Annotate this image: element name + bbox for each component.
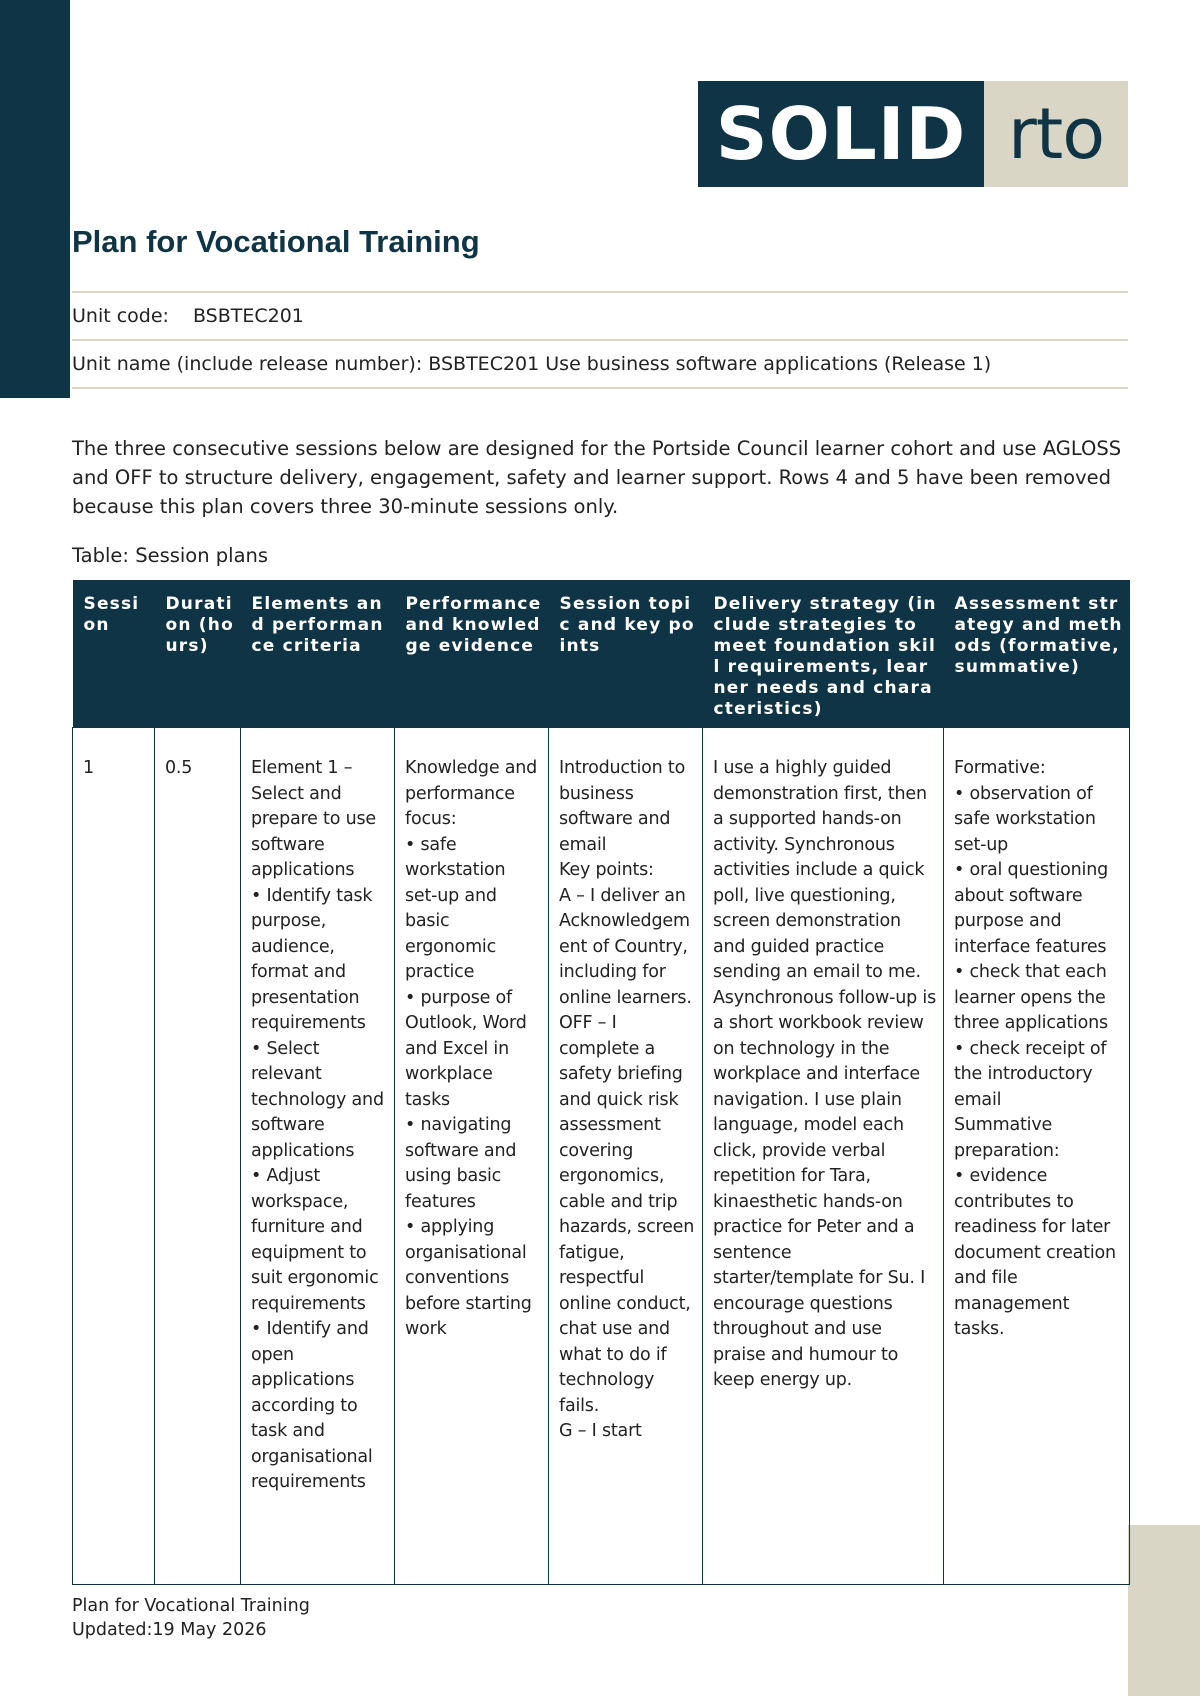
header-topic: Session topic and key points <box>549 580 703 728</box>
topic-line: Introduction to business software and email <box>559 758 686 855</box>
evidence-line: • navigating software and using basic features <box>405 1115 517 1212</box>
cell-evidence <box>395 728 549 1585</box>
session-plans-table <box>72 580 1130 1585</box>
topic-line: OFF – I complete a safety briefing and quick risk assessment covering ergonomics, cable and trip hazards, screen fatigue, respectful online conduct, chat use and what to do if technology fails. <box>559 1013 695 1416</box>
assessment-line: • check that each learner opens the three applications <box>954 962 1108 1033</box>
unit-code-value: BSBTEC201 <box>192 305 304 327</box>
unit-name-label: Unit name (include release number): <box>72 353 423 375</box>
table-header-row <box>73 580 1130 728</box>
divider <box>72 291 1128 293</box>
header-duration: Duration (hours) <box>155 580 241 728</box>
cell-elements <box>241 728 395 1585</box>
cell-topic <box>549 728 703 1585</box>
intro-paragraph: The three consecutive sessions below are designed for the Portside Council learner cohort and use AGLOSS and OFF to structure delivery, engagement, safety and learner support. Rows 4 and 5 have been removed because this plan covers three 30-minute sessions only. <box>72 437 1122 518</box>
elements-line: • Adjust workspace, furniture and equipment to suit ergonomic requirements <box>251 1166 379 1314</box>
elements-line: • Select relevant technology and software applications <box>251 1038 384 1161</box>
left-accent-bar <box>0 0 70 398</box>
topic-line: G – I start <box>559 1421 642 1441</box>
assessment-line: Formative: <box>954 758 1046 778</box>
solidrto-logo <box>698 81 1128 187</box>
table-row <box>73 728 1130 1585</box>
assessment-line: • check receipt of the introductory email <box>954 1038 1107 1110</box>
logo-rto-text: rto <box>984 81 1128 187</box>
unit-name-line <box>72 353 991 375</box>
evidence-line: • purpose of Outlook, Word and Excel in workplace tasks <box>405 987 527 1110</box>
divider <box>72 387 1128 389</box>
assessment-line: • evidence contributes to readiness for later document creation and file management tasks. <box>954 1166 1116 1339</box>
footer-updated-date: 19 May 2026 <box>152 1620 267 1640</box>
header-delivery: Delivery strategy (include strategies to meet foundation skill requirements, learner needs and characteristics) <box>703 580 944 728</box>
footer-title: Plan for Vocational Training <box>72 1596 310 1616</box>
elements-line: • Identify and open applications according to task and organisational requirements <box>251 1319 373 1492</box>
elements-line: Element 1 – Select and prepare to use software applications <box>251 758 376 880</box>
divider <box>72 339 1128 341</box>
header-session: Session <box>73 580 155 728</box>
cell-assessment <box>944 728 1130 1585</box>
header-evidence: Performance and knowledge evidence <box>395 580 549 728</box>
topic-line: A – I deliver an Acknowledgement of Country, including for online learners. <box>559 885 692 1008</box>
cell-duration: 0.5 <box>155 728 241 1585</box>
evidence-line: • applying organisational conventions before starting work <box>405 1217 532 1339</box>
unit-code-label: Unit code: <box>72 305 169 327</box>
topic-line: Key points: <box>559 860 654 880</box>
page-footer <box>72 1594 310 1642</box>
elements-line: • Identify task purpose, audience, format and presentation requirements <box>251 885 373 1033</box>
logo-solid-text: SOLID <box>698 81 984 187</box>
evidence-line: Knowledge and performance focus: <box>405 758 538 829</box>
footer-updated <box>72 1618 310 1642</box>
cell-delivery: I use a highly guided demonstration first, then a supported hands-on activity. Synchronous activities include a quick poll, live questioning, screen demonstration and guided practice sending an email to me. Asynchronous follow-up is a short workbook review on technology in the workplace and interface navigation. I use plain language, model each click, provide verbal repetition for Tara, kinaesthetic hands-on practice for Peter and a sentence starter/template for Su. I encourage questions throughout and use praise and humour to keep energy up. <box>703 728 944 1585</box>
assessment-line: • observation of safe workstation set-up <box>954 783 1096 855</box>
header-assessment: Assessment strategy and methods (formative, summative) <box>944 580 1130 728</box>
unit-name-value: BSBTEC201 Use business software applications (Release 1) <box>428 353 992 375</box>
footer-updated-label: Updated: <box>72 1620 153 1640</box>
document-title: Plan for Vocational Training <box>72 224 480 259</box>
evidence-line: • safe workstation set-up and basic ergonomic practice <box>405 834 506 982</box>
corner-accent-block <box>1128 1525 1200 1696</box>
cell-session: 1 <box>73 728 155 1585</box>
assessment-line: • oral questioning about software purpose and interface features <box>954 860 1109 957</box>
assessment-line: Summative preparation: <box>954 1115 1060 1161</box>
unit-code-line <box>72 305 304 327</box>
table-caption: Table: Session plans <box>72 544 269 567</box>
header-elements: Elements and performance criteria <box>241 580 395 728</box>
